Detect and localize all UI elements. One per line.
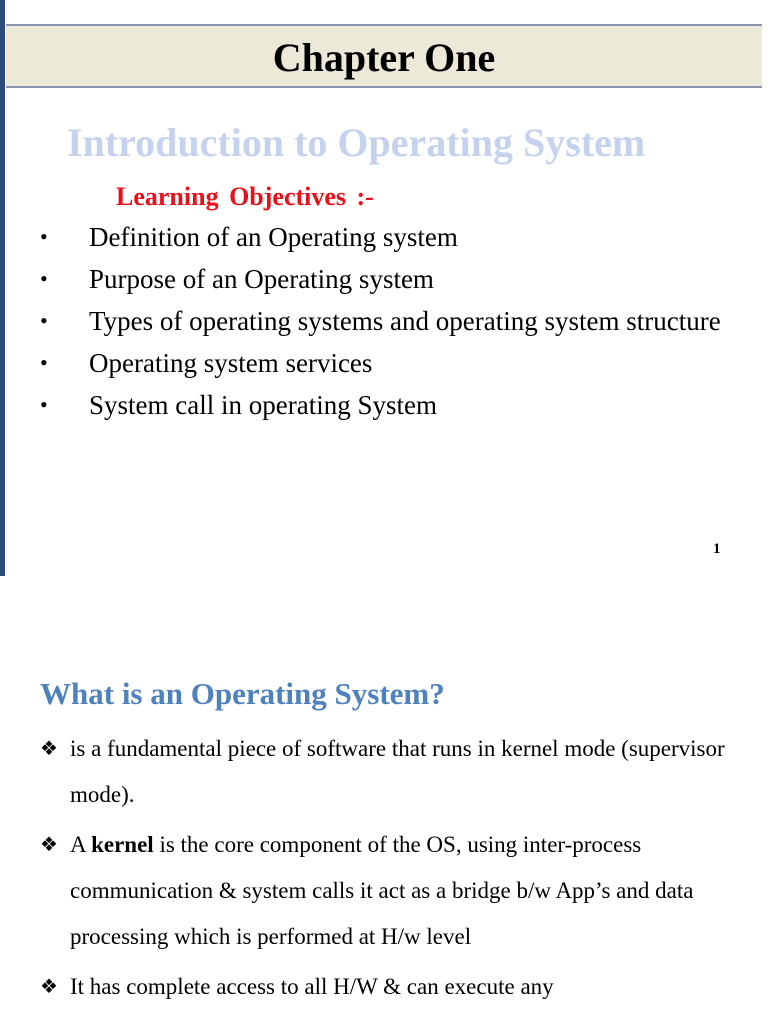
list-item — [40, 964, 740, 1010]
slide-subtitle: Introduction to Operating System — [67, 120, 646, 165]
kernel-term: kernel — [91, 832, 154, 857]
bullet-icon: • — [40, 224, 48, 249]
objective-item — [40, 220, 750, 254]
objective-text: Operating system services — [89, 348, 373, 378]
objective-item — [40, 304, 750, 338]
left-accent-rule — [0, 0, 5, 576]
slide-2 — [0, 576, 768, 1024]
definition-list — [40, 726, 740, 1010]
bullet-icon: • — [40, 308, 48, 333]
slide-number: 1 — [713, 541, 721, 557]
list-item — [40, 822, 740, 960]
title-band — [6, 24, 762, 88]
objectives-list — [40, 220, 750, 430]
bullet-icon: • — [40, 350, 48, 375]
section-heading: What is an Operating System? — [40, 676, 445, 711]
objective-text: System call in operating System — [89, 390, 437, 420]
bullet-icon: • — [40, 392, 48, 417]
objective-item — [40, 262, 750, 296]
objectives-heading: Learning Objectives :- — [116, 182, 374, 211]
objective-text: Types of operating systems and operating system structure — [89, 306, 721, 336]
point-text: is the core component of the OS, using inter-process communication & system calls it act as a bridge b/w App’s and data processing which is performed at H/w level — [70, 832, 694, 949]
diamond-bullet-icon: ❖ — [40, 976, 58, 998]
objective-text: Purpose of an Operating system — [89, 264, 434, 294]
bullet-icon: • — [40, 266, 48, 291]
diamond-bullet-icon: ❖ — [40, 834, 58, 856]
point-text: It has complete access to all H/W & can execute any — [70, 974, 554, 999]
point-text: is a fundamental piece of software that runs in kernel mode (supervisor mode). — [70, 736, 725, 807]
objective-text: Definition of an Operating system — [89, 222, 458, 252]
diamond-bullet-icon: ❖ — [40, 738, 58, 760]
objective-item — [40, 388, 750, 422]
objective-item — [40, 346, 750, 380]
chapter-title: Chapter One — [272, 35, 496, 80]
point-prefix: A — [70, 832, 92, 857]
list-item — [40, 726, 740, 818]
